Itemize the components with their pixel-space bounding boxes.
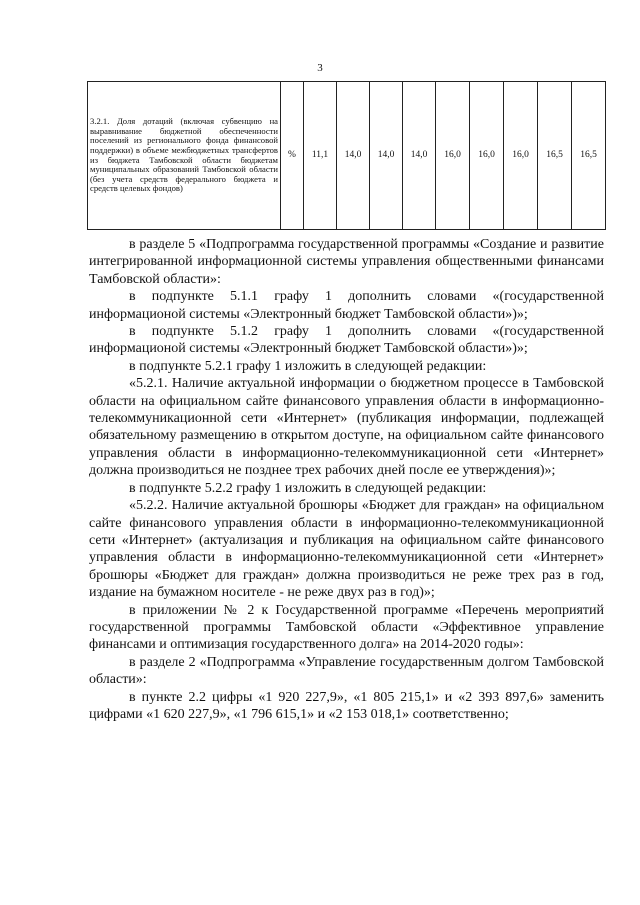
paragraph: в подпункте 5.1.2 графу 1 дополнить словами «(государственной информационой системы «Электронный бюджет Тамбовской области»)»; bbox=[89, 324, 604, 357]
document-body bbox=[89, 236, 604, 723]
indicator-table bbox=[87, 81, 606, 230]
value-cell: 14,0 bbox=[403, 82, 436, 230]
paragraph: «5.2.2. Наличие актуальной брошюры «Бюджет для граждан» на официальном сайте финансового управления области в информационно-телекоммуникационной сети «Интернет» (актуализация и публикация на официальном сайте финансового управления области в информационно-телекоммуникационной сети «Интернет» брошюры «Бюджет для граждан» должна производиться не реже трех раз в год, издание на бумажном носителе - не реже двух раз в год)»; bbox=[89, 498, 604, 601]
value-cell: 16,5 bbox=[538, 82, 572, 230]
paragraph: в приложении № 2 к Государственной программе «Перечень мероприятий государственной программы Тамбовской области «Эффективное управление финансами и оптимизация государственного долга» на 2014-2020 годы»: bbox=[89, 602, 604, 653]
value-cell: 16,5 bbox=[572, 82, 606, 230]
paragraph: «5.2.1. Наличие актуальной информации о бюджетном процессе в Тамбовской области на официальном сайте финансового управления области в информационно-телекоммуникационной сети «Интернет» (публикация информации, подлежащей обязательному размещению в открытом доступе, на официальном сайте финансового управления области в информационно-телекоммуникационной сети «Интернет» должна производиться не позднее трех рабочих дней после ее утверждения)»; bbox=[89, 376, 604, 479]
paragraph: в пункте 2.2 цифры «1 920 227,9», «1 805 215,1» и «2 393 897,6» заменить цифрами «1 620 227,9», «1 796 615,1» и «2 153 018,1» соответственно; bbox=[89, 689, 604, 722]
table-row bbox=[88, 82, 606, 230]
indicator-description: 3.2.1. Доля дотаций (включая субвенцию на выравнивание бюджетной обеспеченности поселений из регионального фонда финансовой поддержки) в объеме межбюджетных трансфертов из бюджета Тамбовской области бюджетам муниципальных образований Тамбовской области (без учета средств федерального бюджета и средств целевых фондов) bbox=[88, 82, 281, 230]
page-number: 3 bbox=[317, 62, 323, 74]
indicator-unit: % bbox=[281, 82, 304, 230]
paragraph: в подпункте 5.2.1 графу 1 изложить в следующей редакции: bbox=[129, 358, 487, 374]
value-cell: 14,0 bbox=[337, 82, 370, 230]
value-cell: 11,1 bbox=[304, 82, 337, 230]
value-cell: 16,0 bbox=[470, 82, 504, 230]
value-cell: 16,0 bbox=[436, 82, 470, 230]
value-cell: 14,0 bbox=[370, 82, 403, 230]
paragraph: в разделе 2 «Подпрограмма «Управление государственным долгом Тамбовской области»: bbox=[89, 654, 604, 688]
paragraph: в подпункте 5.2.2 графу 1 изложить в следующей редакции: bbox=[129, 480, 487, 496]
paragraph: в разделе 5 «Подпрограмма государственной программы «Создание и развитие интегрированной информационной системы управления общественными финансами Тамбовской области»: bbox=[89, 237, 604, 287]
value-cell: 16,0 bbox=[504, 82, 538, 230]
paragraph: в подпункте 5.1.1 графу 1 дополнить словами «(государственной информационой системы «Электронный бюджет Тамбовской области»)»; bbox=[89, 289, 604, 322]
